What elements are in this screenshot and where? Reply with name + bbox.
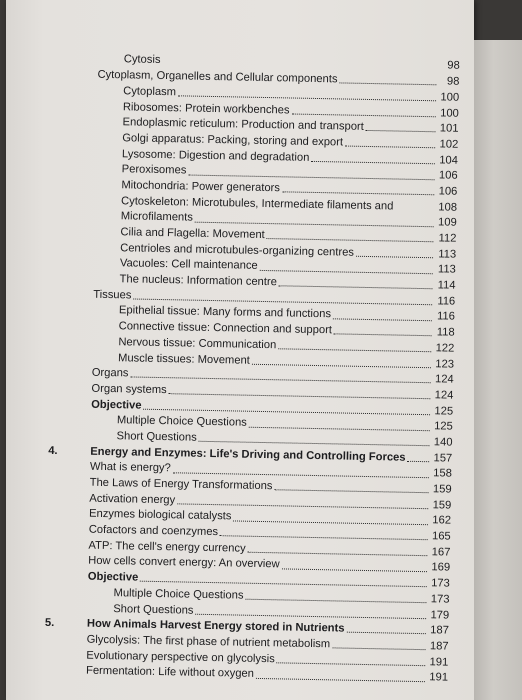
toc-entry-title: Enzymes biological catalysts: [88, 508, 232, 523]
toc-entry-title: How cells convert energy: An overview: [88, 555, 280, 571]
chapter-number: 4.: [48, 444, 58, 457]
book-page: [6, 0, 474, 700]
toc-entry-title: Mitochondria: Power generators: [121, 179, 281, 195]
facing-page-edge: [474, 40, 522, 700]
toc-page-number: 109: [437, 216, 457, 230]
toc-entry-title: The Laws of Energy Transformations: [89, 476, 273, 493]
toc-entry-title: The nucleus: Information centre: [119, 273, 278, 289]
dot-leader: [256, 676, 425, 681]
toc-page-number: 158: [433, 467, 453, 480]
toc-page-number: 173: [430, 593, 450, 606]
toc-page-number: 123: [435, 357, 455, 371]
toc-page-number: 187: [429, 640, 449, 653]
toc-page-number: 106: [438, 185, 458, 198]
toc-entry-title: Cytoplasm, Organelles and Cellular components: [97, 68, 338, 86]
toc-page-number: 179: [430, 608, 450, 622]
toc-entry-title: Cilia and Flagella: Movement: [120, 226, 265, 242]
toc-entry-title: Endoplasmic reticulum: Production and transport: [122, 116, 364, 134]
toc-page-number: 98: [447, 59, 460, 73]
toc-page-number: 113: [438, 248, 457, 261]
toc-page-number: 125: [434, 420, 453, 433]
toc-page-number: 98: [446, 75, 460, 88]
toc-entry-title: Objective: [87, 570, 139, 584]
toc-page-number: 116: [437, 295, 456, 308]
toc-page-number: 191: [429, 671, 449, 684]
toc-page-number: 102: [439, 138, 459, 151]
toc-page-number: 159: [432, 483, 452, 496]
toc-page-number: 116: [436, 310, 456, 324]
dot-leader: [407, 460, 429, 462]
toc-page-number: 101: [439, 122, 459, 135]
toc-entry-title: Fermentation: Life without oxygen: [85, 664, 255, 681]
dot-leader: [345, 145, 435, 149]
toc-page-number: 169: [431, 561, 451, 575]
toc-page-number: 100: [440, 106, 459, 120]
toc-page-number: 118: [436, 326, 455, 339]
toc-page-number: 122: [435, 342, 455, 355]
toc-page-number: 124: [434, 389, 454, 402]
toc-entry-title: Multiple Choice Questions: [116, 414, 247, 429]
toc-entry-title: Microfilaments: [120, 210, 194, 224]
toc-entry-title: Multiple Choice Questions: [113, 587, 244, 602]
toc-entry-title: Activation energy: [89, 492, 176, 507]
toc-entry-title: ATP: The cell's energy currency: [88, 539, 246, 555]
toc-page-number: 187: [430, 624, 450, 637]
dot-leader: [346, 631, 425, 635]
toc-page-number: 114: [437, 279, 456, 292]
toc-entry-title: What is energy?: [89, 461, 171, 475]
toc-page-number: 157: [433, 451, 453, 465]
toc-page-number: 100: [440, 91, 460, 104]
toc-entry-title: Tissues: [93, 288, 132, 302]
toc-page-number: 125: [434, 404, 454, 418]
toc-entry-title: Short Questions: [113, 602, 194, 617]
toc-page-number: 106: [438, 169, 458, 182]
toc-entry-title: Ribosomes: Protein workbenches: [122, 100, 290, 117]
toc-entry-title: Energy and Enzymes: Life's Driving and Controlling Forces: [90, 445, 406, 464]
toc-entry-title: Organs: [91, 366, 129, 380]
toc-page-number: 162: [432, 514, 452, 528]
toc-page-number: 104: [439, 153, 459, 167]
toc-entry-title: Short Questions: [116, 430, 197, 444]
toc-entry-title: Organ systems: [91, 382, 167, 397]
toc-entry-title: Muscle tissues: Movement: [117, 351, 250, 367]
toc-page-number: 191: [429, 655, 449, 669]
toc-entry-title: Golgi apparatus: Packing, storing and export: [122, 132, 344, 149]
toc-page-number: 124: [434, 373, 454, 386]
toc-entry-title: Glycolysis: The first phase of nutrient metabolism: [86, 633, 331, 651]
toc-entry-title: Cytosis: [123, 53, 161, 67]
toc-entry-title: Epithelial tissue: Many forms and functions: [118, 304, 332, 321]
toc-entry-title: Evolutionary perspective on glycolysis: [86, 649, 275, 665]
toc-page-number: 173: [431, 577, 450, 590]
toc-page-number: 140: [433, 436, 453, 449]
dot-leader: [332, 646, 425, 650]
table-of-contents: [6, 48, 474, 684]
toc-entry-title: How Animals Harvest Energy stored in Nutrients: [86, 617, 345, 635]
toc-entry-title: Lysosome: Digestion and degradation: [121, 147, 310, 164]
toc-page-number: 108: [438, 201, 458, 214]
toc-page-number: 167: [431, 546, 451, 559]
dot-leader: [395, 209, 434, 211]
toc-entry-title: Cytoskeleton: Microtubules, Intermediate filaments and: [120, 194, 394, 213]
toc-entry-title: Cofactors and coenzymes: [88, 523, 219, 539]
toc-entry-title: Objective: [91, 398, 142, 412]
chapter-number: 5.: [44, 617, 55, 630]
toc-page-number: 113: [437, 263, 456, 277]
toc-entry-title: Centrioles and microtubules-organizing centres: [120, 241, 355, 259]
toc-entry-title: Nervous tissue: Communication: [118, 336, 277, 352]
toc-entry-title: Peroxisomes: [121, 163, 187, 177]
dot-leader: [366, 129, 436, 132]
toc-page-number: 112: [438, 232, 457, 245]
toc-page-number: 165: [431, 530, 451, 543]
toc-entry-title: Vacuoles: Cell maintenance: [119, 257, 258, 273]
toc-entry-title: Cytoplasm: [123, 85, 177, 99]
toc-page-number: 159: [432, 499, 452, 512]
dot-leader: [356, 255, 433, 258]
toc-entry-title: Connective tissue: Connection and support: [118, 320, 333, 337]
